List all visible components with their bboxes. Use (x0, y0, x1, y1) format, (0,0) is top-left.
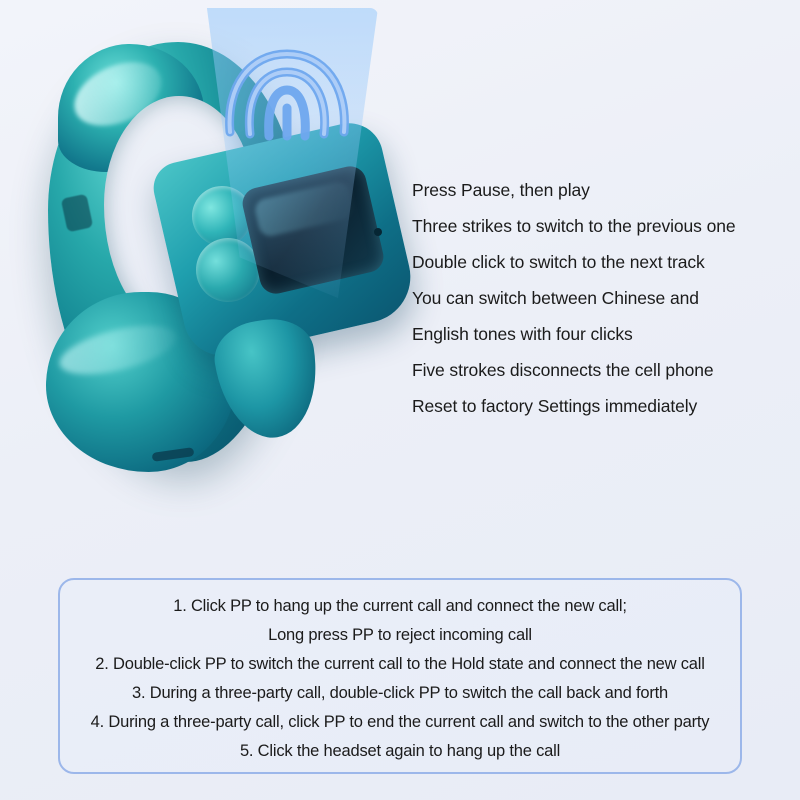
instruction-line: You can switch between Chinese and (412, 288, 699, 308)
touch-control-instructions (412, 172, 790, 424)
instruction-line: Press Pause, then play (412, 180, 590, 200)
instruction-line: Five strokes disconnects the cell phone (412, 360, 714, 380)
call-instruction-line: Long press PP to reject incoming call (268, 626, 532, 644)
call-instruction-line: 5. Click the headset again to hang up the call (239, 742, 561, 760)
instruction-line: Three strikes to switch to the previous one (412, 216, 736, 236)
call-control-panel (58, 578, 742, 774)
call-instruction-line: 1. Click PP to hang up the current call and connect the new call; (173, 597, 627, 615)
microphone-hole (374, 228, 382, 236)
instruction-line: Double click to switch to the next track (412, 252, 705, 272)
product-image (0, 0, 410, 560)
call-instruction-line: 3. During a three-party call, double-click PP to switch the call back and forth (132, 684, 668, 702)
call-instruction-line: 4. During a three-party call, click PP to end the current call and switch to the other party (90, 713, 710, 731)
instruction-line: English tones with four clicks (412, 324, 633, 344)
call-instruction-line: 2. Double-click PP to switch the current call to the Hold state and connect the new call (95, 655, 705, 673)
fingerprint-icon (212, 20, 362, 142)
instruction-line: Reset to factory Settings immediately (412, 396, 698, 416)
